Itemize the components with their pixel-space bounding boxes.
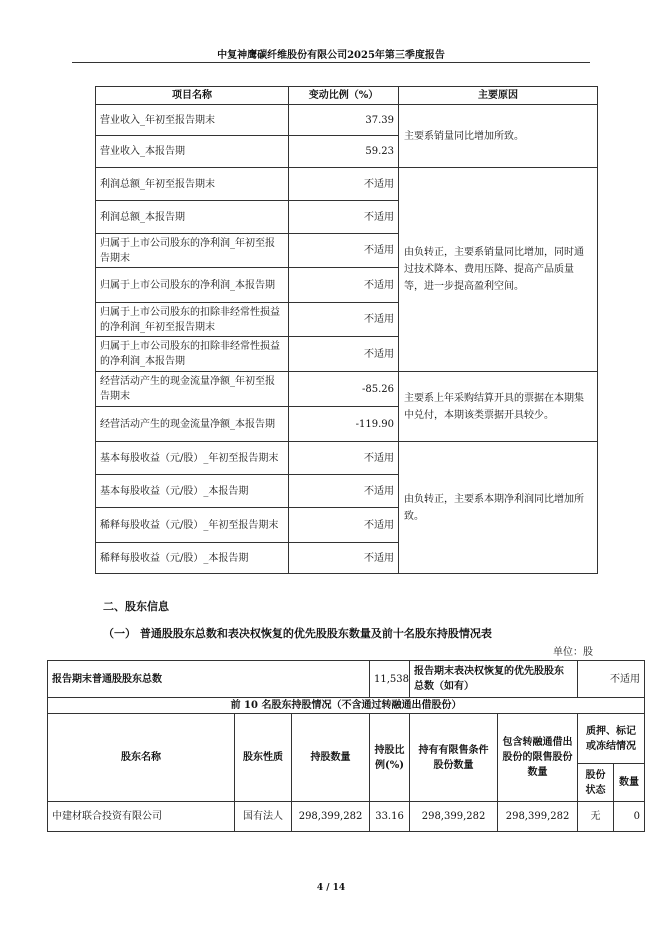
row-item: 稀释每股收益（元/股）_本报告期 — [96, 543, 289, 574]
holder-name: 中建材联合投资有限公司 — [48, 802, 235, 832]
col-pledge-qty: 数量 — [614, 764, 645, 802]
holder-shares: 298,399,282 — [292, 802, 370, 832]
top10-title-row — [48, 698, 645, 714]
col-change-ratio: 变动比例（%） — [289, 87, 399, 105]
row-item: 归属于上市公司股东的净利润_年初至报告期末 — [96, 234, 289, 268]
row-item: 营业收入_年初至报告期末 — [96, 105, 289, 136]
row-item: 归属于上市公司股东的扣除非经常性损益的净利润_本报告期 — [96, 337, 289, 372]
row-item: 归属于上市公司股东的净利润_本报告期 — [96, 268, 289, 303]
col-restricted: 持有有限售条件股份数量 — [410, 714, 498, 802]
col-main-reason: 主要原因 — [399, 87, 598, 105]
row-ratio: 不适用 — [289, 508, 399, 543]
reason-cell: 主要系销量同比增加所致。 — [399, 105, 598, 168]
holder-pledge-state: 无 — [578, 802, 614, 832]
holder-nature: 国有法人 — [235, 802, 292, 832]
row-item: 经营活动产生的现金流量净额_年初至报告期末 — [96, 372, 289, 407]
header-row — [48, 714, 645, 764]
row-item: 利润总额_年初至报告期末 — [96, 168, 289, 201]
holder-lending: 298,399,282 — [498, 802, 578, 832]
shareholders-table — [47, 660, 645, 832]
row-ratio: -119.90 — [289, 407, 399, 442]
header-divider — [72, 62, 590, 63]
col-shares: 持股数量 — [292, 714, 370, 802]
row-item: 稀释每股收益（元/股）_年初至报告期末 — [96, 508, 289, 543]
total-holders-value: 11,538 — [370, 661, 410, 698]
row-ratio: 不适用 — [289, 201, 399, 234]
row-ratio: 37.39 — [289, 105, 399, 136]
col-holder-name: 股东名称 — [48, 714, 235, 802]
summary-row — [48, 661, 645, 698]
table-row — [48, 802, 645, 832]
row-item: 营业收入_本报告期 — [96, 136, 289, 168]
row-ratio: 不适用 — [289, 268, 399, 303]
holder-pledge-qty: 0 — [614, 802, 645, 832]
col-pledge-state: 股份状态 — [578, 764, 614, 802]
page-header: 中复神鹰碳纤维股份有限公司2025年第三季度报告 — [217, 50, 445, 61]
row-ratio: 不适用 — [289, 168, 399, 201]
table-row — [96, 105, 598, 136]
table-row — [96, 372, 598, 407]
holder-restricted: 298,399,282 — [410, 802, 498, 832]
row-item: 基本每股收益（元/股）_本报告期 — [96, 475, 289, 508]
unit-label: 单位：股 — [553, 647, 593, 658]
row-ratio: 59.23 — [289, 136, 399, 168]
reason-cell: 由负转正，主要系本期净利润同比增加所致。 — [399, 442, 598, 574]
total-holders-label: 报告期末普通股股东总数 — [48, 661, 370, 698]
reason-cell: 主要系上年采购结算开具的票据在本期集中兑付，本期该类票据开具较少。 — [399, 372, 598, 442]
holder-ratio: 33.16 — [370, 802, 410, 832]
col-lending: 包含转融通借出股份的限售股份数量 — [498, 714, 578, 802]
row-item: 经营活动产生的现金流量净额_本报告期 — [96, 407, 289, 442]
row-ratio: 不适用 — [289, 442, 399, 475]
row-ratio: 不适用 — [289, 303, 399, 337]
pref-holders-value: 不适用 — [578, 661, 645, 698]
row-ratio: 不适用 — [289, 337, 399, 372]
page-number: 4 / 14 — [316, 883, 346, 893]
top10-title: 前 10 名股东持股情况（不含通过转融通出借股份） — [48, 698, 645, 714]
table-row — [96, 442, 598, 475]
table-header-row — [96, 87, 598, 105]
col-pledge: 质押、标记或冻结情况 — [578, 714, 645, 764]
col-holder-nature: 股东性质 — [235, 714, 292, 802]
row-item: 基本每股收益（元/股）_年初至报告期末 — [96, 442, 289, 475]
section-title: 二、股东信息 — [103, 600, 169, 613]
row-ratio: 不适用 — [289, 475, 399, 508]
row-item: 利润总额_本报告期 — [96, 201, 289, 234]
row-ratio: 不适用 — [289, 543, 399, 574]
table-row — [96, 168, 598, 201]
row-ratio: 不适用 — [289, 234, 399, 268]
col-item-name: 项目名称 — [96, 87, 289, 105]
subsection-title: （一） 普通股股东总数和表决权恢复的优先股股东数量及前十名股东持股情况表 — [103, 627, 492, 640]
change-ratio-table — [95, 86, 598, 574]
row-ratio: -85.26 — [289, 372, 399, 407]
pref-holders-label: 报告期末表决权恢复的优先股股东总数（如有） — [410, 661, 578, 698]
row-item: 归属于上市公司股东的扣除非经常性损益的净利润_年初至报告期末 — [96, 303, 289, 337]
reason-cell: 由负转正，主要系销量同比增加，同时通过技术降本、费用压降、提高产品质量等，进一步提高盈利空间。 — [399, 168, 598, 372]
col-ratio: 持股比例(%) — [370, 714, 410, 802]
